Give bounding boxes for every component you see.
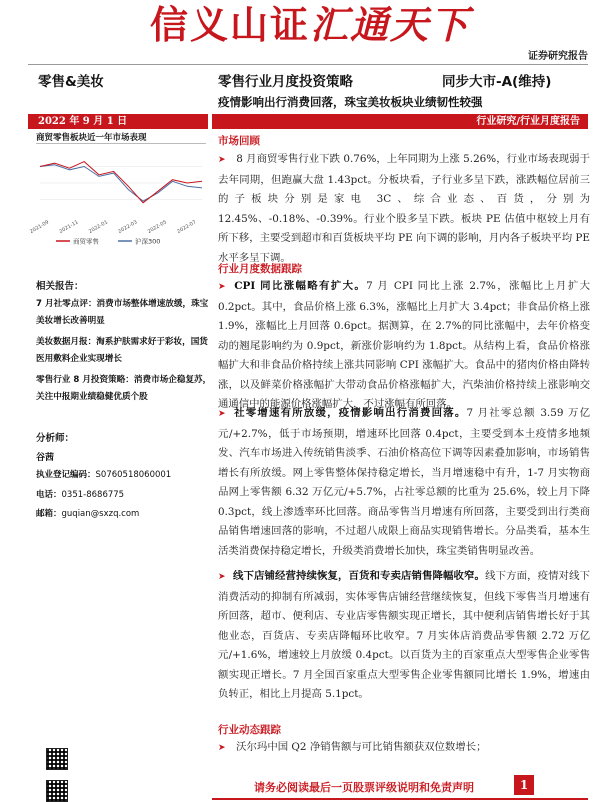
paragraph-text: 线下方面，疫情对线下消费活动的抑制有所减弱，实体零售店铺经营继续恢复，但线下零售当月增速有所回落，超市、便利店、专业店零售额实现正增长，其中便利店销售增长好于其他业态，百货店、专卖店降幅环比收窄。7 月实体店消费品零售额 2.72 万亿元/+1.6%，增速较上月放缓 0.4pct。以百货为主的百家重点大型零售企业零售额实现正增长。7 月全国百家重点大型零售企业零售额同比增长 1.9%，增速由负转正，相比上月提高 5.1pct。 bbox=[218, 570, 591, 700]
cert-label: 执业登记编码： bbox=[36, 470, 96, 480]
bullet-triangle-icon: ➤ bbox=[218, 409, 226, 419]
sector-label: 零售&美妆 bbox=[38, 74, 104, 90]
related-report-link[interactable]: 美妆数据月报：淘系护肤需求好于彩妆，国货医用敷料企业实现增长 bbox=[36, 337, 208, 364]
paragraph-industry-news bbox=[218, 738, 590, 759]
email-label: 邮箱： bbox=[36, 509, 62, 519]
paragraph-offline-stores bbox=[218, 567, 590, 705]
analyst-name: 谷茜 bbox=[36, 453, 55, 463]
report-title: 零售行业月度投资策略 bbox=[218, 74, 353, 90]
section-heading-data-tracking: 行业月度数据跟踪 bbox=[218, 263, 302, 275]
phone-value: 0351-8686775 bbox=[61, 490, 125, 500]
logo-text-part2: 汇通天下 bbox=[310, 2, 471, 47]
phone-label: 电话： bbox=[36, 490, 62, 500]
report-subtitle: 疫情影响出行消费回落，珠宝美妆板块业绩韧性较强 bbox=[218, 95, 483, 109]
date-bar: 2022 年 9 月 1 日 bbox=[28, 114, 208, 129]
bullet-triangle-icon: ➤ bbox=[218, 155, 226, 165]
paragraph-lead: CPI 同比涨幅略有扩大。 bbox=[234, 280, 367, 292]
chart-x-tick-label: 2021-11 bbox=[58, 219, 80, 235]
performance-chart bbox=[28, 143, 206, 248]
email-value[interactable]: guqian@sxzq.com bbox=[61, 509, 140, 519]
bullet-triangle-icon: ➤ bbox=[218, 743, 226, 753]
paragraph-market-review bbox=[218, 150, 590, 268]
report-type-tag: 证券研究报告 bbox=[528, 51, 588, 62]
chart-legend-label: 沪深300 bbox=[135, 237, 161, 246]
section-heading-market-review: 市场回顾 bbox=[218, 135, 260, 147]
analyst-phone bbox=[36, 488, 124, 500]
bullet-triangle-icon: ➤ bbox=[218, 572, 226, 582]
company-logo bbox=[150, 0, 470, 49]
paragraph-text: 7 月 CPI 同比上涨 2.7%，涨幅比上月扩大 0.2pct。其中，食品价格上涨 6.3%，涨幅比上月扩大 3.4pct；非食品价格上涨 1.9%，涨幅比上月回落 0.6pct。据测算，在 2.7%的同比涨幅中，去年价格变动的翘尾影响约为 0.9pct，新涨价影响约为 1.8pct。从结构上看，食品价格涨幅扩大和非食品价格持续上涨共同影响 CPI 涨幅扩大。食品中的猪肉价格由降转涨，以及鲜菜价格涨幅扩大带动食品价格涨幅扩大，汽柴油价格持续上涨影响交通通信中的能源价格涨幅扩大，不过涨幅有所回落。 bbox=[218, 280, 590, 410]
related-report-link[interactable]: 零售行业 8 月投资策略：消费市场企稳复苏，关注中报期业绩稳健优质个股 bbox=[36, 375, 212, 402]
related-reports-list bbox=[36, 296, 212, 410]
rating-label: 同步大市-A(维持) bbox=[442, 74, 552, 90]
logo-text-part1: 信义山证 bbox=[150, 2, 311, 47]
related-reports-heading: 相关报告： bbox=[36, 281, 84, 292]
chart-x-tick-label: 2022-05 bbox=[146, 219, 168, 235]
chart-x-tick-label: 2022-07 bbox=[176, 219, 198, 235]
qr-code-icon bbox=[46, 748, 68, 770]
analyst-email bbox=[36, 507, 139, 519]
paragraph-lead: 线下店铺经营持续恢复，百货和专卖店销售降幅收窄。 bbox=[232, 570, 486, 582]
paragraph-retail-sales bbox=[218, 404, 590, 561]
page-number: 1 bbox=[514, 775, 534, 795]
chart-svg bbox=[28, 144, 206, 248]
bullet-triangle-icon: ➤ bbox=[218, 282, 226, 292]
header-divider bbox=[28, 64, 588, 65]
paragraph-text: 沃尔玛中国 Q2 净销售额与可比销售额获双位数增长； bbox=[236, 741, 487, 753]
paragraph-cpi bbox=[218, 277, 590, 415]
related-report-link[interactable]: 7 月社零点评：消费市场整体增速放缓，珠宝美妆增长改善明显 bbox=[36, 299, 209, 326]
chart-title: 商贸零售板块近一年市场表现 bbox=[36, 133, 147, 143]
paragraph-text: 8 月商贸零售行业下跌 0.76%，上年同期为上涨 5.26%，行业市场表现弱于去年同期，但跑赢大盘 1.43pct。分板块看，子行业多呈下跌，涨跌幅位居前三的子板块分别是家电 3C、综合业态、百货，分别为 12.45%、-0.18%、-0.39%。行业个股多呈下跌。板块 PE 估值中枢较上月有所下移，主要受到超市和百货板块平均 PE 向下调的影响，月内各子板块平均 PE 水平多呈下调。 bbox=[218, 153, 590, 264]
chart-legend-label: 商贸零售 bbox=[73, 237, 99, 246]
paragraph-text: 7 月社零总额 3.59 万亿元/+2.7%，低于市场预期，增速环比回落 0.4pct，主要受到本土疫情多地频发、汽车市场进入传统销售淡季、石油价格高位下调等因素叠加影响，市场销售增长有所放缓。网上零售整体保持稳定增长，当月增速稳中有升，1-7 月实物商品网上零售额 6.32 万亿元/+5.7%，占社零总额的比重为 25.6%，较上月下降 0.3pct，线上渗透率环比回落。商品零售当月增速有所回落，主要受到出行类商品销售增速回落的影响，不过超八成限上商品实现销售增长。分品类看，基本生活类消费保持稳定增长，升级类消费增长加快，珠宝类销售明显改善。 bbox=[218, 407, 591, 557]
chart-x-tick-label: 2021-09 bbox=[28, 219, 51, 235]
chart-x-tick-label: 2022-03 bbox=[117, 219, 139, 235]
qr-code-icon bbox=[46, 780, 68, 802]
analyst-cert bbox=[36, 468, 171, 480]
section-heading-industry-news: 行业动态跟踪 bbox=[218, 724, 281, 736]
cert-value: S0760518060001 bbox=[95, 470, 172, 480]
chart-x-tick-label: 2022-01 bbox=[87, 219, 109, 235]
footer-disclaimer[interactable]: 请务必阅读最后一页股票评级说明和免责声明 bbox=[254, 781, 474, 794]
category-bar: 行业研究/行业月度报告 bbox=[212, 114, 588, 129]
analyst-heading: 分析师： bbox=[36, 433, 75, 444]
paragraph-lead: 社零增速有所放缓，疫情影响出行消费回落。 bbox=[234, 407, 467, 419]
footer-divider bbox=[212, 798, 588, 800]
